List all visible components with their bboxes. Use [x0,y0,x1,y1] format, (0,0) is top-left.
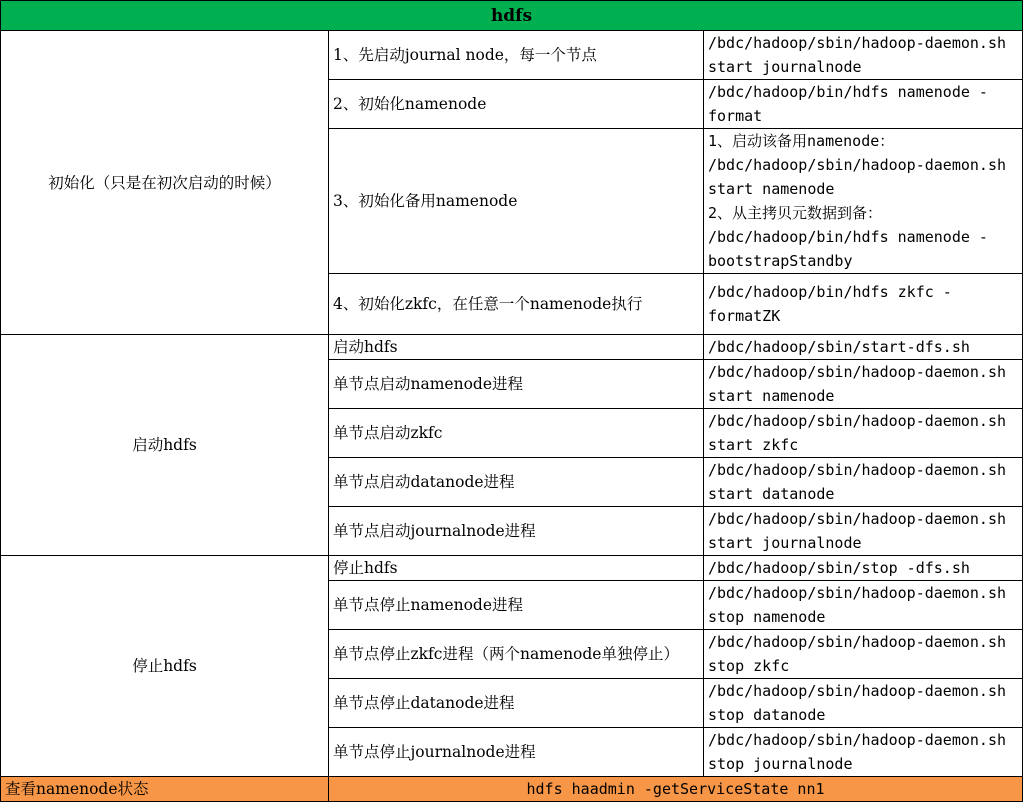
command-cell: /bdc/hadoop/bin/hdfs zkfc - formatZK [704,274,1023,335]
footer-label: 查看namenode状态 [1,777,329,802]
step-cell: 单节点停止namenode进程 [329,581,704,630]
table-title: hdfs [1,1,1023,31]
command-cell: /bdc/hadoop/sbin/hadoop-daemon.sh stop zkfc [704,630,1023,679]
footer-command: hdfs haadmin -getServiceState nn1 [329,777,1023,802]
section-label-start: 启动hdfs [1,335,329,556]
step-cell: 启动hdfs [329,335,704,360]
step-cell: 停止hdfs [329,556,704,581]
step-cell: 单节点启动zkfc [329,409,704,458]
table-row [1,556,1023,581]
step-cell: 单节点停止zkfc进程（两个namenode单独停止） [329,630,704,679]
table-row [1,31,1023,80]
command-cell: /bdc/hadoop/sbin/hadoop-daemon.sh stop journalnode [704,728,1023,777]
command-cell: /bdc/hadoop/sbin/hadoop-daemon.sh start journalnode [704,507,1023,556]
command-cell: /bdc/hadoop/sbin/hadoop-daemon.sh start journalnode [704,31,1023,80]
step-cell: 单节点启动datanode进程 [329,458,704,507]
command-cell: 1、启动该备用namenode： /bdc/hadoop/sbin/hadoop-daemon.sh start namenode 2、从主拷贝元数据到备： /bdc/hadoop/bin/hdfs namenode - bootstrapStandby [704,129,1023,274]
step-cell: 单节点停止datanode进程 [329,679,704,728]
step-cell: 1、先启动journal node，每一个节点 [329,31,704,80]
section-label-init: 初始化（只是在初次启动的时候） [1,31,329,335]
step-cell: 单节点启动namenode进程 [329,360,704,409]
step-cell: 3、初始化备用namenode [329,129,704,274]
command-cell: /bdc/hadoop/bin/hdfs namenode - format [704,80,1023,129]
command-cell: /bdc/hadoop/sbin/hadoop-daemon.sh start datanode [704,458,1023,507]
table-row [1,335,1023,360]
command-cell: /bdc/hadoop/sbin/start-dfs.sh [704,335,1023,360]
command-cell: /bdc/hadoop/sbin/stop -dfs.sh [704,556,1023,581]
step-cell: 单节点停止journalnode进程 [329,728,704,777]
section-label-stop: 停止hdfs [1,556,329,777]
step-cell: 4、初始化zkfc，在任意一个namenode执行 [329,274,704,335]
step-cell: 2、初始化namenode [329,80,704,129]
title-row [1,1,1023,31]
command-cell: /bdc/hadoop/sbin/hadoop-daemon.sh stop namenode [704,581,1023,630]
footer-row [1,777,1023,802]
step-cell: 单节点启动journalnode进程 [329,507,704,556]
command-cell: /bdc/hadoop/sbin/hadoop-daemon.sh stop datanode [704,679,1023,728]
command-cell: /bdc/hadoop/sbin/hadoop-daemon.sh start namenode [704,360,1023,409]
command-cell: /bdc/hadoop/sbin/hadoop-daemon.sh start zkfc [704,409,1023,458]
